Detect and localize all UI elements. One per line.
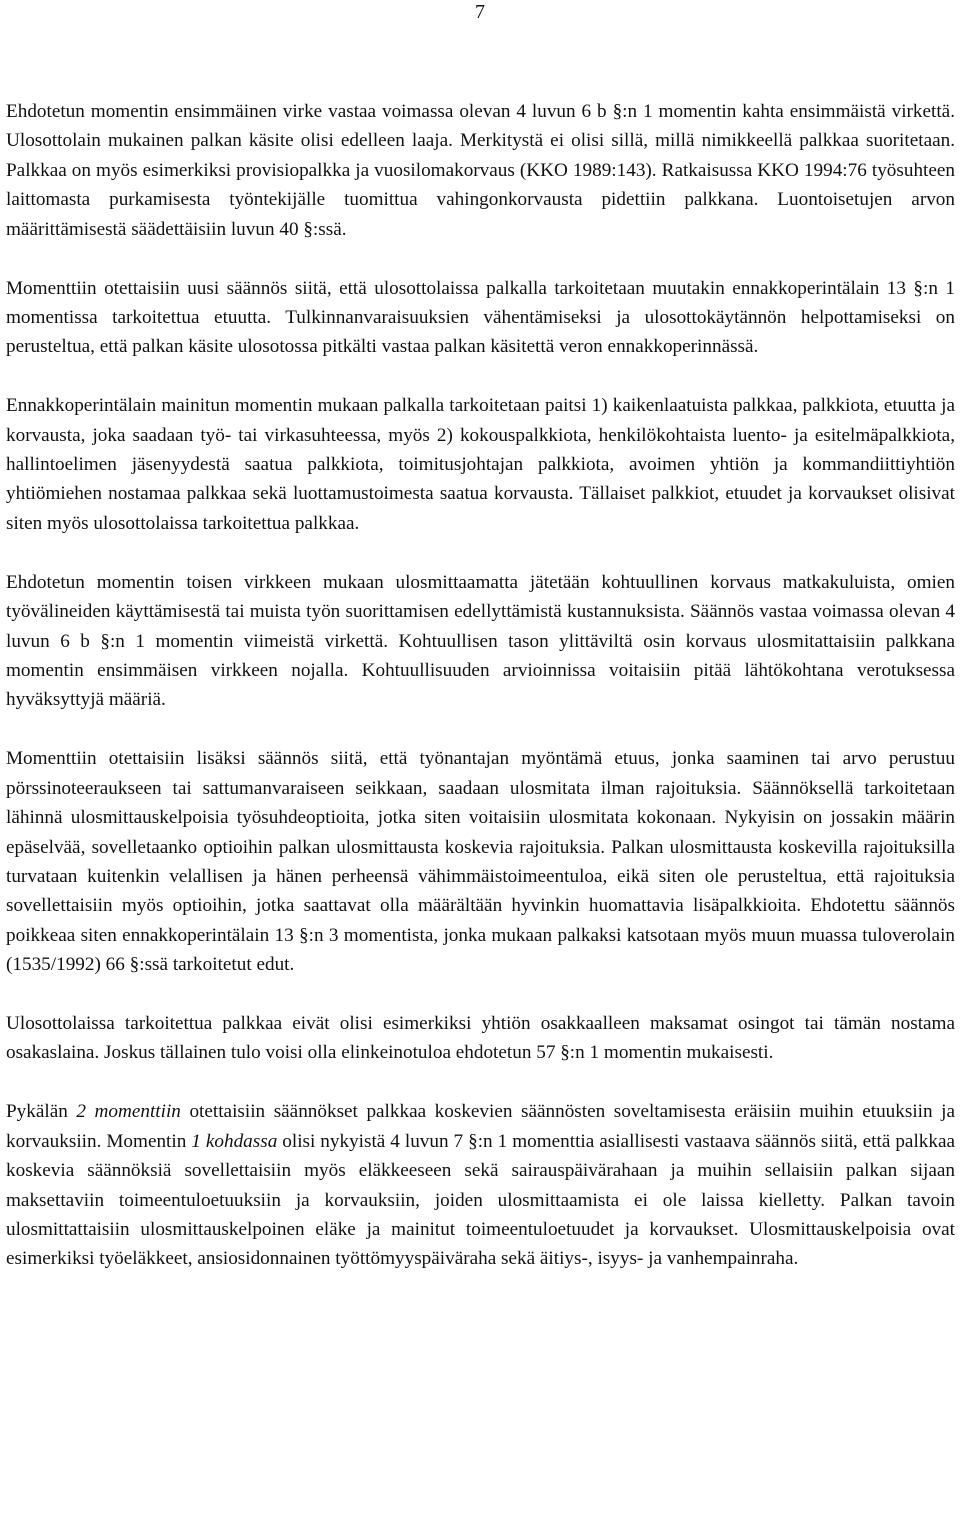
paragraph-2: Momenttiin otettaisiin uusi säännös siitä, että ulosottolaissa palkalla tarkoitetaan muutakin ennakkoperintälain 13 §:n 1 momentissa tarkoitettua etuutta. Tulkinnanvaraisuuksien vähentämiseksi ja ulosottokäytännön helpottamiseksi on perusteltua, että palkan käsite ulosotossa pitkälti vastaa palkan käsitettä veron ennakkoperinnässä. (6, 277, 955, 358)
paragraph-7-text-2: otettaisiin säännökset palkkaa koskevien säännösten soveltamisesta eräisiin muihin etuuksiin ja korvauksiin. Momentin (6, 1101, 955, 1152)
paragraph-7-italic-2: 1 kohdassa (191, 1130, 278, 1152)
paragraph-7-italic-1: 2 momenttiin (76, 1101, 181, 1123)
document-body (6, 97, 955, 1274)
paragraph-4: Ehdotetun momentin toisen virkkeen mukaan ulosmittaamatta jätetään kohtuullinen korvaus matkakuluista, omien työvälineiden käyttämisestä tai muista työn suorittamisen edellyttämistä kustannuksista. Säännös vastaa voimassa olevan 4 luvun 6 b §:n 1 momentin viimeistä virkettä. Kohtuullisen tason ylittäviltä osin korvaus ulosmitattaisiin palkkana momentin ensimmäisen virkkeen nojalla. Kohtuullisuuden arvioinnissa voitaisiin pitää lähtökohtana verotuksessa hyväksyttyjä määriä. (6, 571, 955, 711)
paragraph-1: Ehdotetun momentin ensimmäinen virke vastaa voimassa olevan 4 luvun 6 b §:n 1 momentin kahta ensimmäistä virkettä. Ulosottolain mukainen palkan käsite olisi edelleen laaja. Merkitystä ei olisi sillä, millä nimikkeellä palkkaa suoritetaan. Palkkaa on myös esimerkiksi provisiopalkka ja vuosilomakorvaus (KKO 1989:143). Ratkaisussa KKO 1994:76 työsuhteen laittomasta purkamisesta työntekijälle tuomittua vahingonkorvausta pidettiin palkkana. Luontoisetujen arvon määrittämisestä säädettäisiin luvun 40 §:ssä. (6, 101, 955, 240)
paragraph-3: Ennakkoperintälain mainitun momentin mukaan palkalla tarkoitetaan paitsi 1) kaikenlaatuista palkkaa, palkkiota, etuutta ja korvausta, joka saadaan työ- tai virkasuhteessa, myös 2) kokouspalkkiota, henkilökohtaista luento- ja esitelmäpalkkiota, hallintoelimen jäsenyydestä saatua palkkiota, toimitusjohtajan palkkiota, avoimen yhtiön ja kommandiittiyhtiön yhtiömiehen nostamaa palkkaa sekä luottamustoimesta saatua korvausta. Tällaiset palkkiot, etuudet ja korvaukset olisivat siten myös ulosottolaissa tarkoitettua palkkaa. (6, 395, 955, 534)
paragraph-5: Momenttiin otettaisiin lisäksi säännös siitä, että työnantajan myöntämä etuus, jonka saaminen tai arvo perustuu pörssinoteeraukseen tai sattumanvaraiseen seikkaan, saadaan ulosmitata ilman rajoituksia. Säännöksellä tarkoitetaan lähinnä ulosmittauskelpoisia työsuhdeoptioita, jotka siten voitaisiin ulosmitata kokonaan. Nykyisin on jossakin määrin epäselvää, sovelletaanko optioihin palkan ulosmittausta koskevia rajoituksia. Palkan ulosmittausta koskevilla rajoituksilla turvataan kuitenkin velallisen ja hänen perheensä vähimmäistoimeentuloa, eikä siten ole perusteltua, että rajoituksia sovellettaisiin myös optioihin, jotka saattavat olla määrältään hyvinkin huomattavia lisäpalkkioita. Ehdotettu säännös poikkeaa siten ennakkoperintälain 13 §:n 3 momentista, jonka mukaan palkaksi katsotaan myös muun muassa tuloverolain (1535/1992) 66 §:ssä tarkoitetut edut. (6, 748, 955, 976)
paragraph-7-text-3: olisi nykyistä 4 luvun 7 §:n 1 momenttia asiallisesti vastaava säännös siitä, että palkkaa koskevia säännöksiä sovellettaisiin myös eläkkeeseen sekä sairauspäivärahaan ja muihin sellaisiin palkan sijaan maksettaviin toimeentuloetuuksiin ja korvauksiin, joiden ulosmittaamista ei ole laissa kielletty. Palkan tavoin ulosmittattaisiin ulosmittauskelpoinen eläke ja mainitut toimeentuloetuudet ja korvaukset. Ulosmittauskelpoisia ovat esimerkiksi työeläkkeet, ansiosidonnainen työttömyyspäiväraha sekä äitiys-, isyys- ja vanhempainraha. (6, 1130, 955, 1270)
paragraph-7-text-1: Pykälän (6, 1101, 77, 1123)
paragraph-7 (6, 1097, 955, 1273)
page-number: 7 (475, 1, 485, 23)
paragraph-6: Ulosottolaissa tarkoitettua palkkaa eivät olisi esimerkiksi yhtiön osakkaalleen maksamat osingot tai tämän nostama osakaslaina. Joskus tällainen tulo voisi olla elinkeinotuloa ehdotetun 57 §:n 1 momentin mukaisesti. (6, 1013, 955, 1064)
